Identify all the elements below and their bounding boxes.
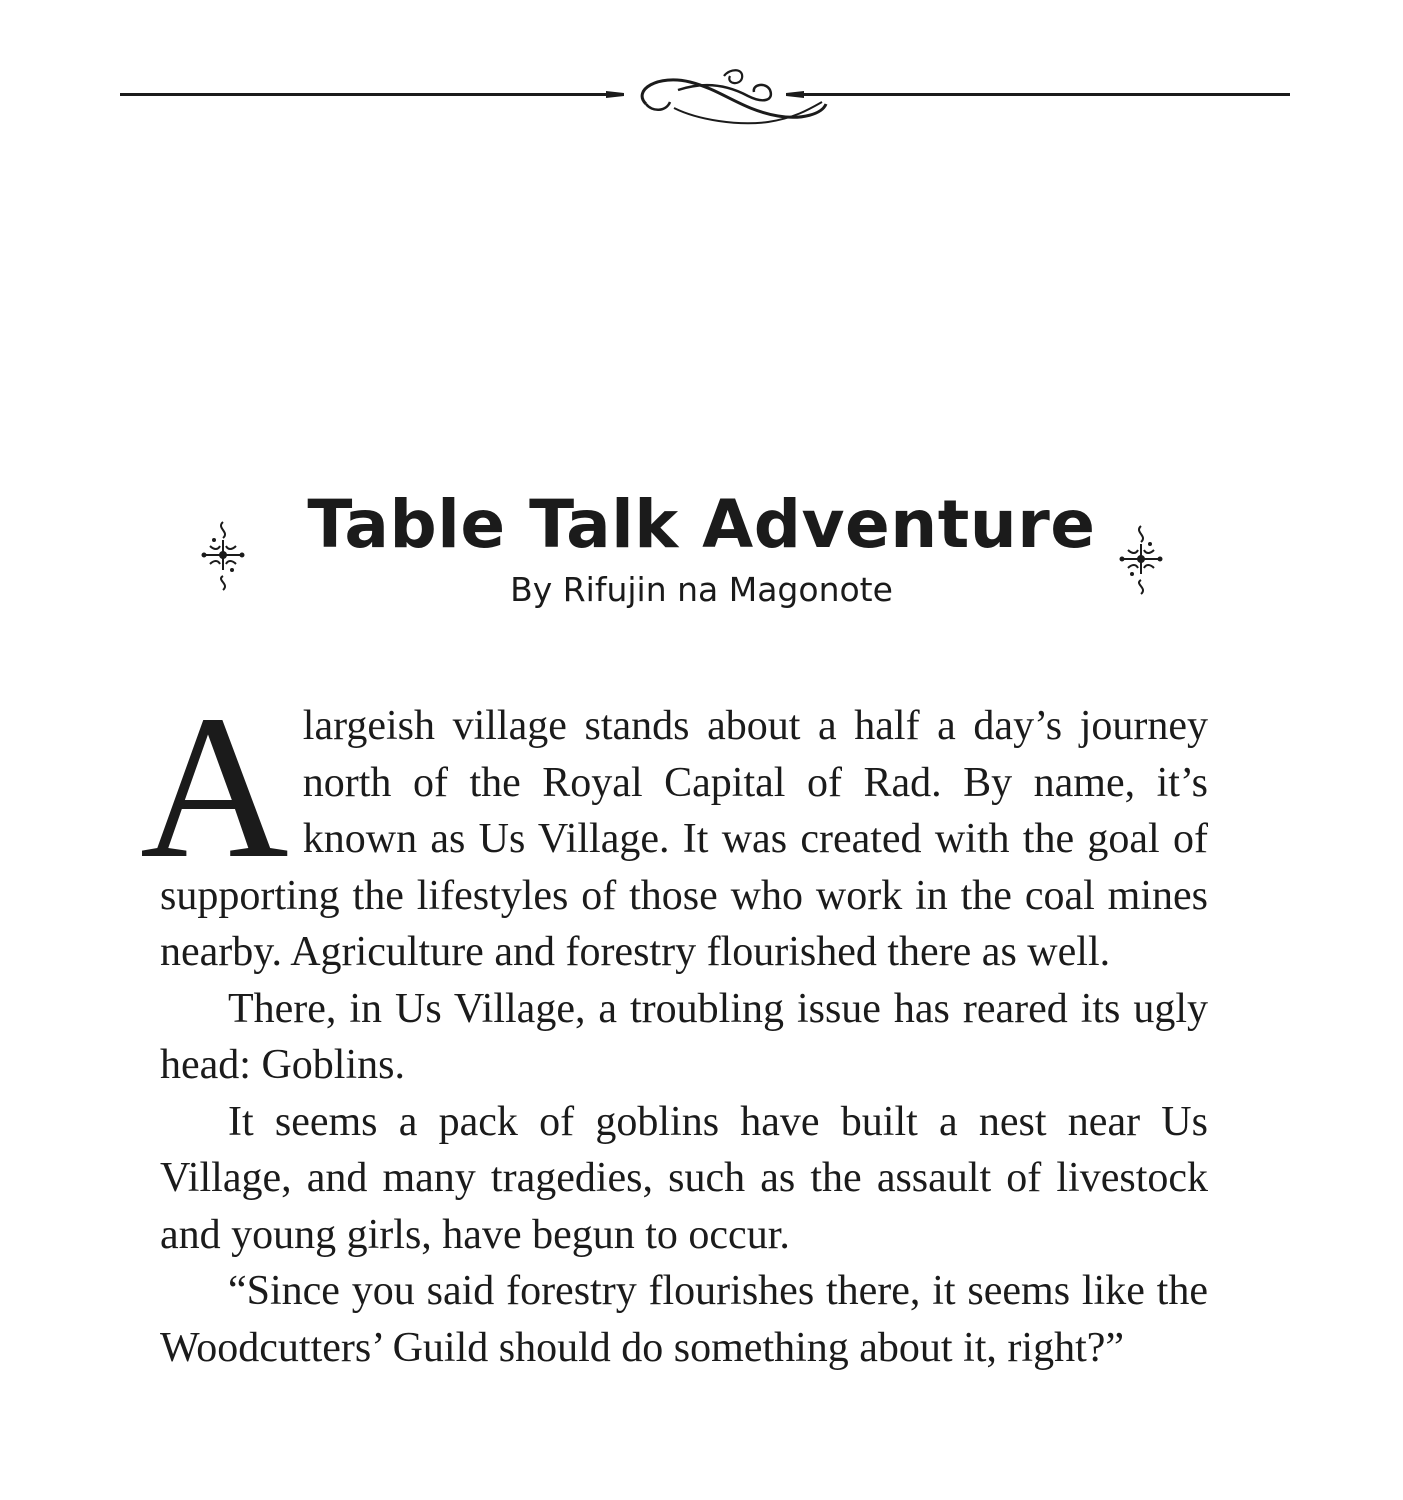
story-body xyxy=(140,672,1208,1376)
paragraph-text: largeish village stands about a half a day’s journey north of the Royal Capital of Rad. By name, it’s known as Us Village. It was created with the goal of supporting the lifestyles of those who work in the coal mines nearby. Agriculture and forestry flourished there as well. xyxy=(160,703,1208,975)
author-byline: By Rifujin na Magonote xyxy=(510,570,893,609)
chapter-title: Table Talk Adventure xyxy=(307,486,1096,563)
flourish-divider-icon xyxy=(118,60,1292,140)
paragraph xyxy=(140,672,1208,981)
drop-cap: A xyxy=(140,672,289,901)
paragraph: There, in Us Village, a troubling issue has reared its ugly head: Goblins. xyxy=(160,985,1208,1088)
paragraph: “Since you said forestry flourishes there, it seems like the Woodcutters’ Guild should do something about it, right?” xyxy=(160,1268,1208,1371)
paragraph: It seems a pack of goblins have built a nest near Us Village, and many tragedies, such as the assault of livestock and young girls, have begun to occur. xyxy=(160,1098,1208,1258)
